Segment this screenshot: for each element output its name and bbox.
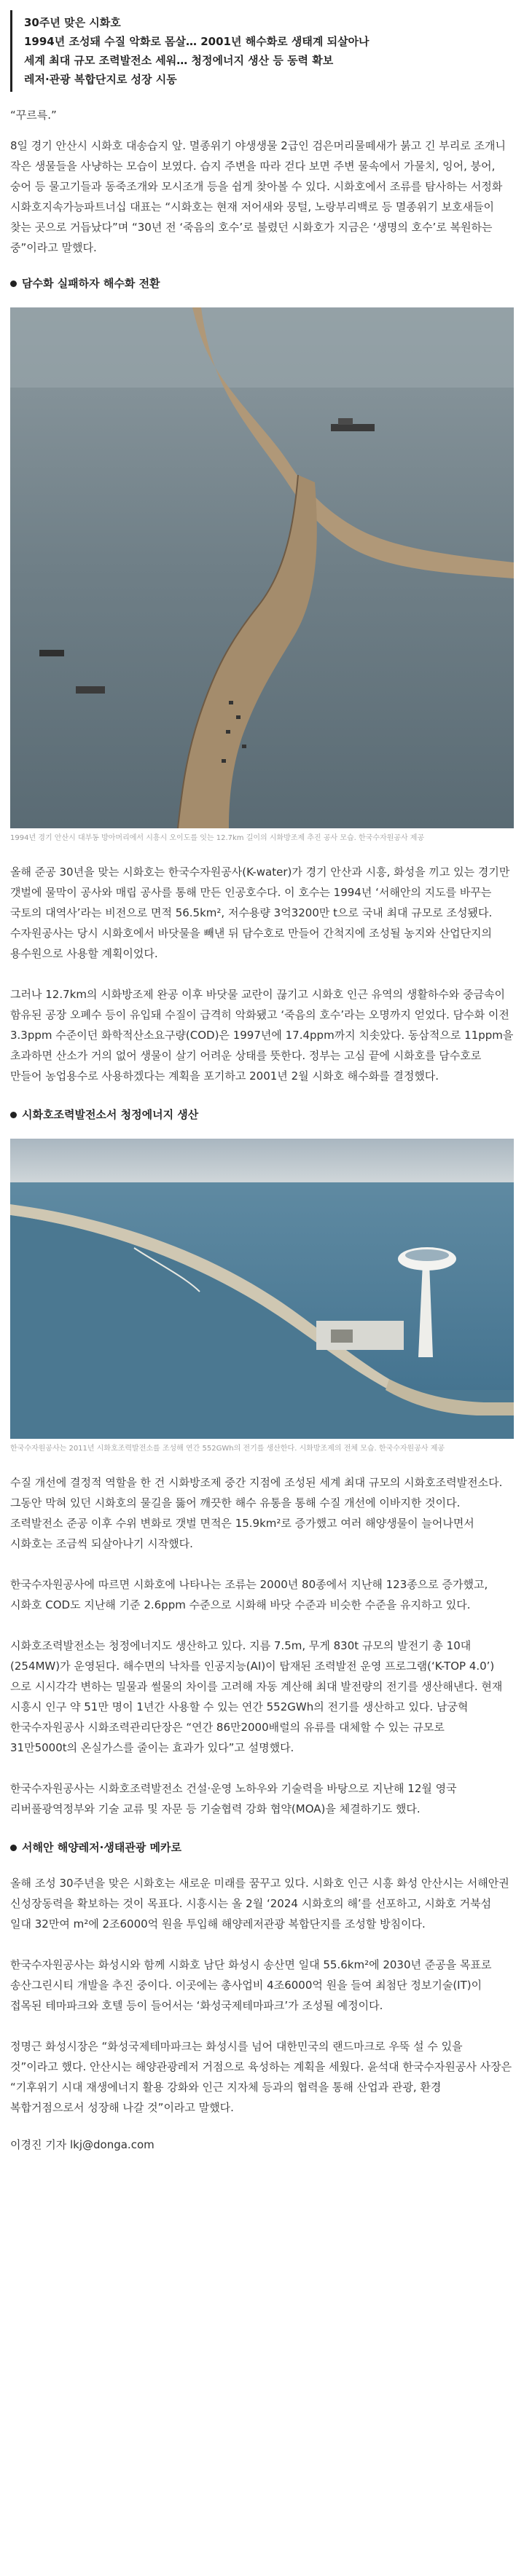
subheadline: 30주년 맞은 시화호 bbox=[24, 16, 121, 29]
body-paragraph: 한국수자원공사는 시화호조력발전소 건설·운영 노하우와 기술력을 바탕으로 지난해 12월 영국 리버풀광역정부와 기술 교류 및 자문 등 기술협력 강화 협약(MOA)을 체결하기도 했다. bbox=[10, 1782, 457, 1815]
body-paragraph: 정명근 화성시장은 “화성국제테마파크는 화성시를 넘어 대한민국의 랜드마크로 우뚝 설 수 있을 것”이라고 했다. 안산시는 해양관광레저 거점으로 육성하는 계획을 세웠다. 윤석대 한국수자원공사 사장은 “기후위기 시대 재생에너지 활용 강화와 인근 지자체 등과의 협력을 통해 산업과 관광, 환경 복합거점으로서 성장해 나갈 것”이라고 말했다. bbox=[10, 2040, 512, 2114]
tidal-power-plant-photo bbox=[10, 1139, 514, 1439]
subheadline: 세계 최대 규모 조력발전소 세워… 청정에너지 생산 등 동력 확보 bbox=[24, 54, 334, 67]
section-heading-text: 담수화 실패하자 해수화 전환 bbox=[22, 277, 160, 290]
section-heading bbox=[10, 1838, 514, 1857]
body-paragraph: 그러나 12.7km의 시화방조제 완공 이후 바닷물 교란이 끊기고 시화호 인근 유역의 생활하수와 중금속이 함유된 공장 오폐수 등이 유입돼 수질이 급격히 악화됐고 ‘죽음의 호수’라는 오명까지 얻었다. 담수화 이전 3.3ppm 수준이던 화학적산소요구량(COD)은 1997년에 17.4ppm까지 치솟았다. 동삼적으로 11ppm을 초과하면 산소가 거의 없어 생물이 살기 어려운 상태를 뜻한다. 정부는 고심 끝에 시화호를 담수호로 만들어 농업용수로 사용하겠다는 계획을 포기하고 2001년 2월 시화호 해수화를 결정했다. bbox=[10, 988, 514, 1083]
section-heading bbox=[10, 1105, 514, 1124]
intro-paragraph: 8일 경기 안산시 시화호 대송습지 앞. 멸종위기 야생생물 2급인 검은머리물떼새가 붉고 긴 부리로 조개니 작은 생물들을 사냥하는 모습이 보였다. 습지 주변을 따라 걷다 보면 주변 물속에서 가물치, 잉어, 붕어, 숭어 등 물고기들과 동죽조개와 모시조개 등을 쉽게 찾아볼 수 있다. 시화호에서 조류를 탐사하는 서정화 시화호지속가능파트너십 대표는 “시화호는 현재 저어새와 뭉털, 노랑부리백로 등 멸종위기 보호새들이 찾는 곳으로 거듭났다”며 “30년 전 ‘죽음의 호수’로 불렸던 시화호가 지금은 ‘생명의 호수’로 복원하는 중”이라고 말했다. bbox=[10, 139, 506, 254]
section-heading-text: 시화호조력발전소서 청정에너지 생산 bbox=[22, 1108, 199, 1121]
body-paragraph: 올해 조성 30주년을 맞은 시화호는 새로운 미래를 꿈꾸고 있다. 시화호 인근 시흥 화성 안산시는 서해안권 신성장동력을 확보하는 것이 목표다. 시흥시는 올 2월 ‘2024 시화호의 해’를 선포하고, 시화호 거북섬 일대 32만여 m²에 2조6000억 원을 투입해 해양레저관광 복합단지를 조성할 방침이다. bbox=[10, 1877, 509, 1931]
photo-figure bbox=[10, 307, 514, 844]
photo-caption: 한국수자원공사는 2011년 시화호조력발전소를 조성해 연간 552GWh의 전기를 생산한다. 시화방조제의 전체 모습. 한국수자원공사 제공 bbox=[10, 1445, 445, 1453]
body-paragraph: 한국수자원공사에 따르면 시화호에 나타나는 조류는 2000년 80종에서 지난해 123종으로 증가했고, 시화호 COD도 지난해 기준 2.6ppm 수준으로 시화해 바닷 수준과 비슷한 수준을 유지하고 있다. bbox=[10, 1578, 488, 1611]
causeway-construction-photo bbox=[10, 307, 514, 828]
intro-quote: “꾸르륵.” bbox=[10, 109, 57, 122]
article bbox=[0, 10, 524, 2152]
section-heading-text: 서해안 해양레저·생태관광 메카로 bbox=[22, 1841, 182, 1854]
photo-caption: 1994년 경기 안산시 대부동 방아머리에서 시흥시 오이도를 잇는 12.7km 길이의 시화방조제 추진 공사 모습. 한국수자원공사 제공 bbox=[10, 834, 425, 842]
byline: 이경진 기자 lkj@donga.com bbox=[10, 2138, 155, 2151]
photo-figure bbox=[10, 1139, 514, 1455]
body-paragraph: 시화호조력발전소는 청정에너지도 생산하고 있다. 지름 7.5m, 무게 830t 규모의 발전기 총 10대(254MW)가 운영된다. 해수면의 낙차를 인공지능(AI)이 탑재된 조력발전 운영 프로그램(‘K-TOP 4.0’)으로 시시각각 변하는 밀물과 썰물의 차이를 고려해 자동 계산해 최대 발전량의 전기를 생산해낸다. 현재 시흥시 인구 약 51만 명이 1년간 사용할 수 있는 연간 552GWh의 전기를 생산하고 있다. 남궁혁 한국수자원공사 시화조력관리단장은 “연간 86만2000배럴의 유류를 대체할 수 있는 규모로 31만5000t의 온실가스를 줄이는 효과가 있다”고 설명했다. bbox=[10, 1639, 503, 1754]
subheadline: 레저·관광 복합단지로 성장 시동 bbox=[24, 73, 177, 86]
subheadline: 1994년 조성돼 수질 악화로 몸살… 2001년 해수화로 생태계 되살아나 bbox=[24, 35, 369, 48]
body-paragraph: 수질 개선에 결정적 역할을 한 건 시화방조제 중간 지점에 조성된 세계 최대 규모의 시화호조력발전소다. 그동안 막혀 있던 시화호의 물길을 뚫어 깨끗한 해수 유통을 통해 수질 개선에 이바지한 것이다. 조력발전소 준공 이후 수위 변화로 갯벌 면적은 15.9km²로 증가했고 여러 해양생물이 늘어나면서 시화호는 조금씩 되살아나기 시작했다. bbox=[10, 1476, 503, 1550]
body-paragraph: 한국수자원공사는 화성시와 함께 시화호 남단 화성시 송산면 일대 55.6km²에 2030년 준공을 목표로 송산그린시티 개발을 추진 중이다. 이곳에는 총사업비 4조6000억 원을 들여 최첨단 정보기술(IT)이 접목된 테마파크와 호텔 등이 들어서는 ‘화성국제테마파크’가 조성될 예정이다. bbox=[10, 1958, 492, 2012]
section-heading bbox=[10, 274, 514, 293]
subheadline-box bbox=[10, 10, 514, 92]
body-paragraph: 올해 준공 30년을 맞는 시화호는 한국수자원공사(K-water)가 경기 안산과 시흥, 화성을 끼고 있는 경기만 갯벌에 물막이 공사와 매립 공사를 통해 만든 인공호수다. 이 호수는 1994년 ‘서해안의 지도를 바꾸는 국토의 대역사’라는 비전으로 면적 56.5km², 저수용량 3억3200만 t으로 국내 최대 규모로 조성됐다. 수자원공사는 당시 시화호에서 바닷물을 빼낸 뒤 담수호로 만들어 간척지에 조성될 농지와 산업단지의 용수원으로 사용할 계획이었다. bbox=[10, 865, 510, 960]
bullet-icon bbox=[10, 280, 17, 287]
bullet-icon bbox=[10, 1112, 17, 1118]
bullet-icon bbox=[10, 1845, 17, 1851]
